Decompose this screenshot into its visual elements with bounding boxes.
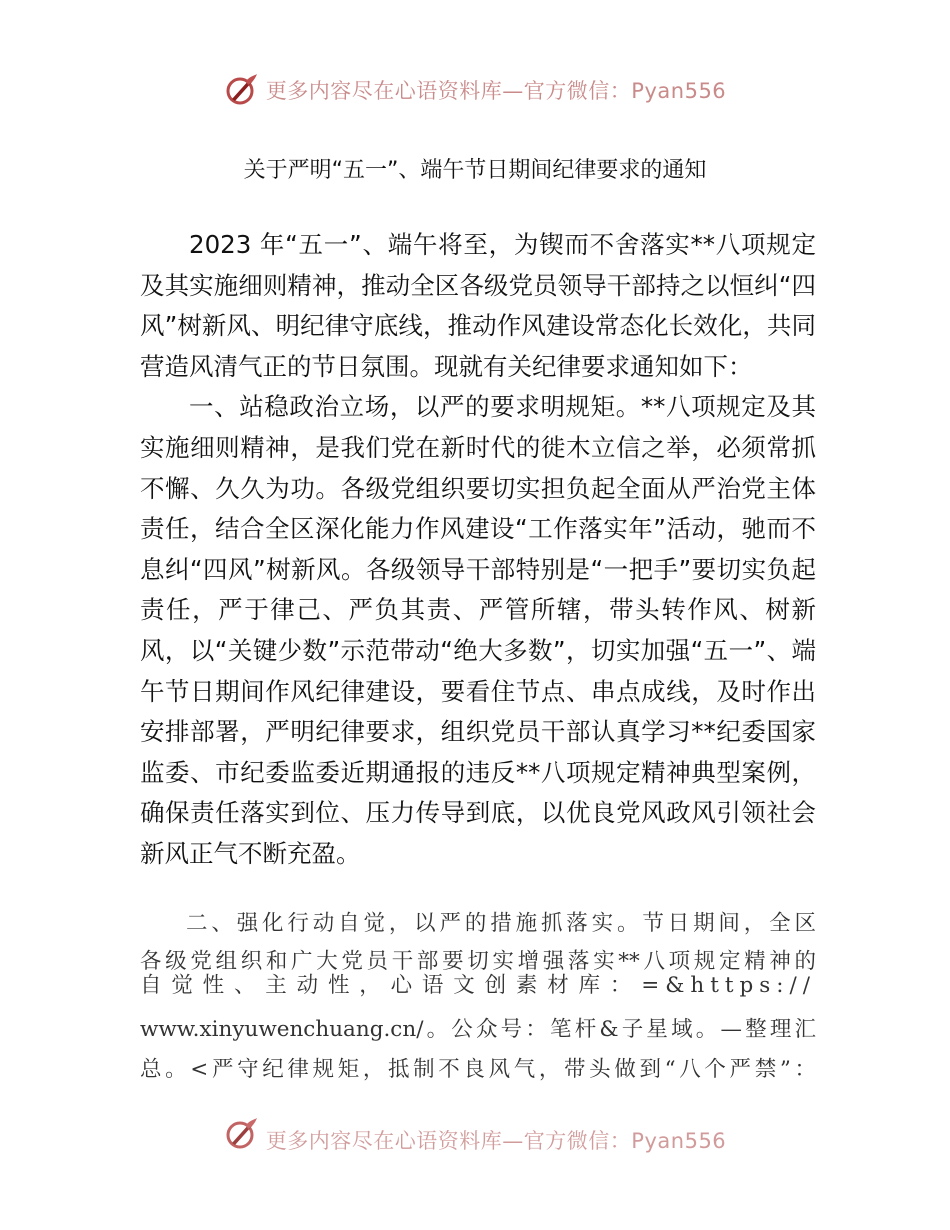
document-body	[140, 225, 816, 875]
quill-logo-icon	[224, 73, 258, 107]
document-title: 关于严明“五一”、端午节日期间纪律要求的通知	[243, 158, 707, 183]
watermark-banner-top	[0, 68, 950, 112]
paragraph-intro: 2023 年“五一”、端午将至，为锲而不舍落实**八项规定及其实施细则精神，推动全区各级党员领导干部持之以恒纠“四风”树新风、明纪律守底线，推动作风建设常态化长效化，共同营造风清气正的节日氛围。现就有关纪律要求通知如下：	[140, 230, 816, 381]
section-2-line: 总。<严守纪律规矩，抵制不良风气，带头做到“八个严禁”：	[140, 1057, 816, 1082]
section-2-line: 二、强化行动自觉，以严的措施抓落实。节日期间，全区	[186, 911, 816, 936]
banner-text: 更多内容尽在心语资料库—官方微信：Pyan556	[265, 1129, 727, 1153]
section-2-line: 各级党组织和广大党员干部要切实增强落实**八项规定精神的	[140, 949, 816, 974]
banner-text: 更多内容尽在心语资料库—官方微信：Pyan556	[265, 79, 727, 103]
watermark-banner-bottom	[0, 1112, 950, 1156]
section-2-line: www.xinyuwenchuang.cn/。公众号：笔杆&子星域。—整理汇	[140, 1017, 816, 1042]
section-2-line: 自觉性、主动性，心语文创素材库：=&https://	[140, 973, 816, 998]
paragraph-section-1: 一、站稳政治立场，以严的要求明规矩。**八项规定及其实施细则精神，是我们党在新时代的徙木立信之举，必须常抓不懈、久久为功。各级党组织要切实担负起全面从严治党主体责任，结合全区深化能力作风建设“工作落实年”活动，驰而不息纠“四风”树新风。各级领导干部特别是“一把手”要切实负起责任，严于律己、严负其责、严管所辖，带头转作风、树新风，以“关键少数”示范带动“绝大多数”，切实加强“五一”、端午节日期间作风纪律建设，要看住节点、串点成线，及时作出安排部署，严明纪律要求，组织党员干部认真学习**纪委国家监委、市纪委监委近期通报的违反**八项规定精神典型案例，确保责任落实到位、压力传导到底，以优良党风政风引领社会新风正气不断充盈。	[140, 392, 816, 868]
quill-logo-icon	[224, 1117, 258, 1151]
